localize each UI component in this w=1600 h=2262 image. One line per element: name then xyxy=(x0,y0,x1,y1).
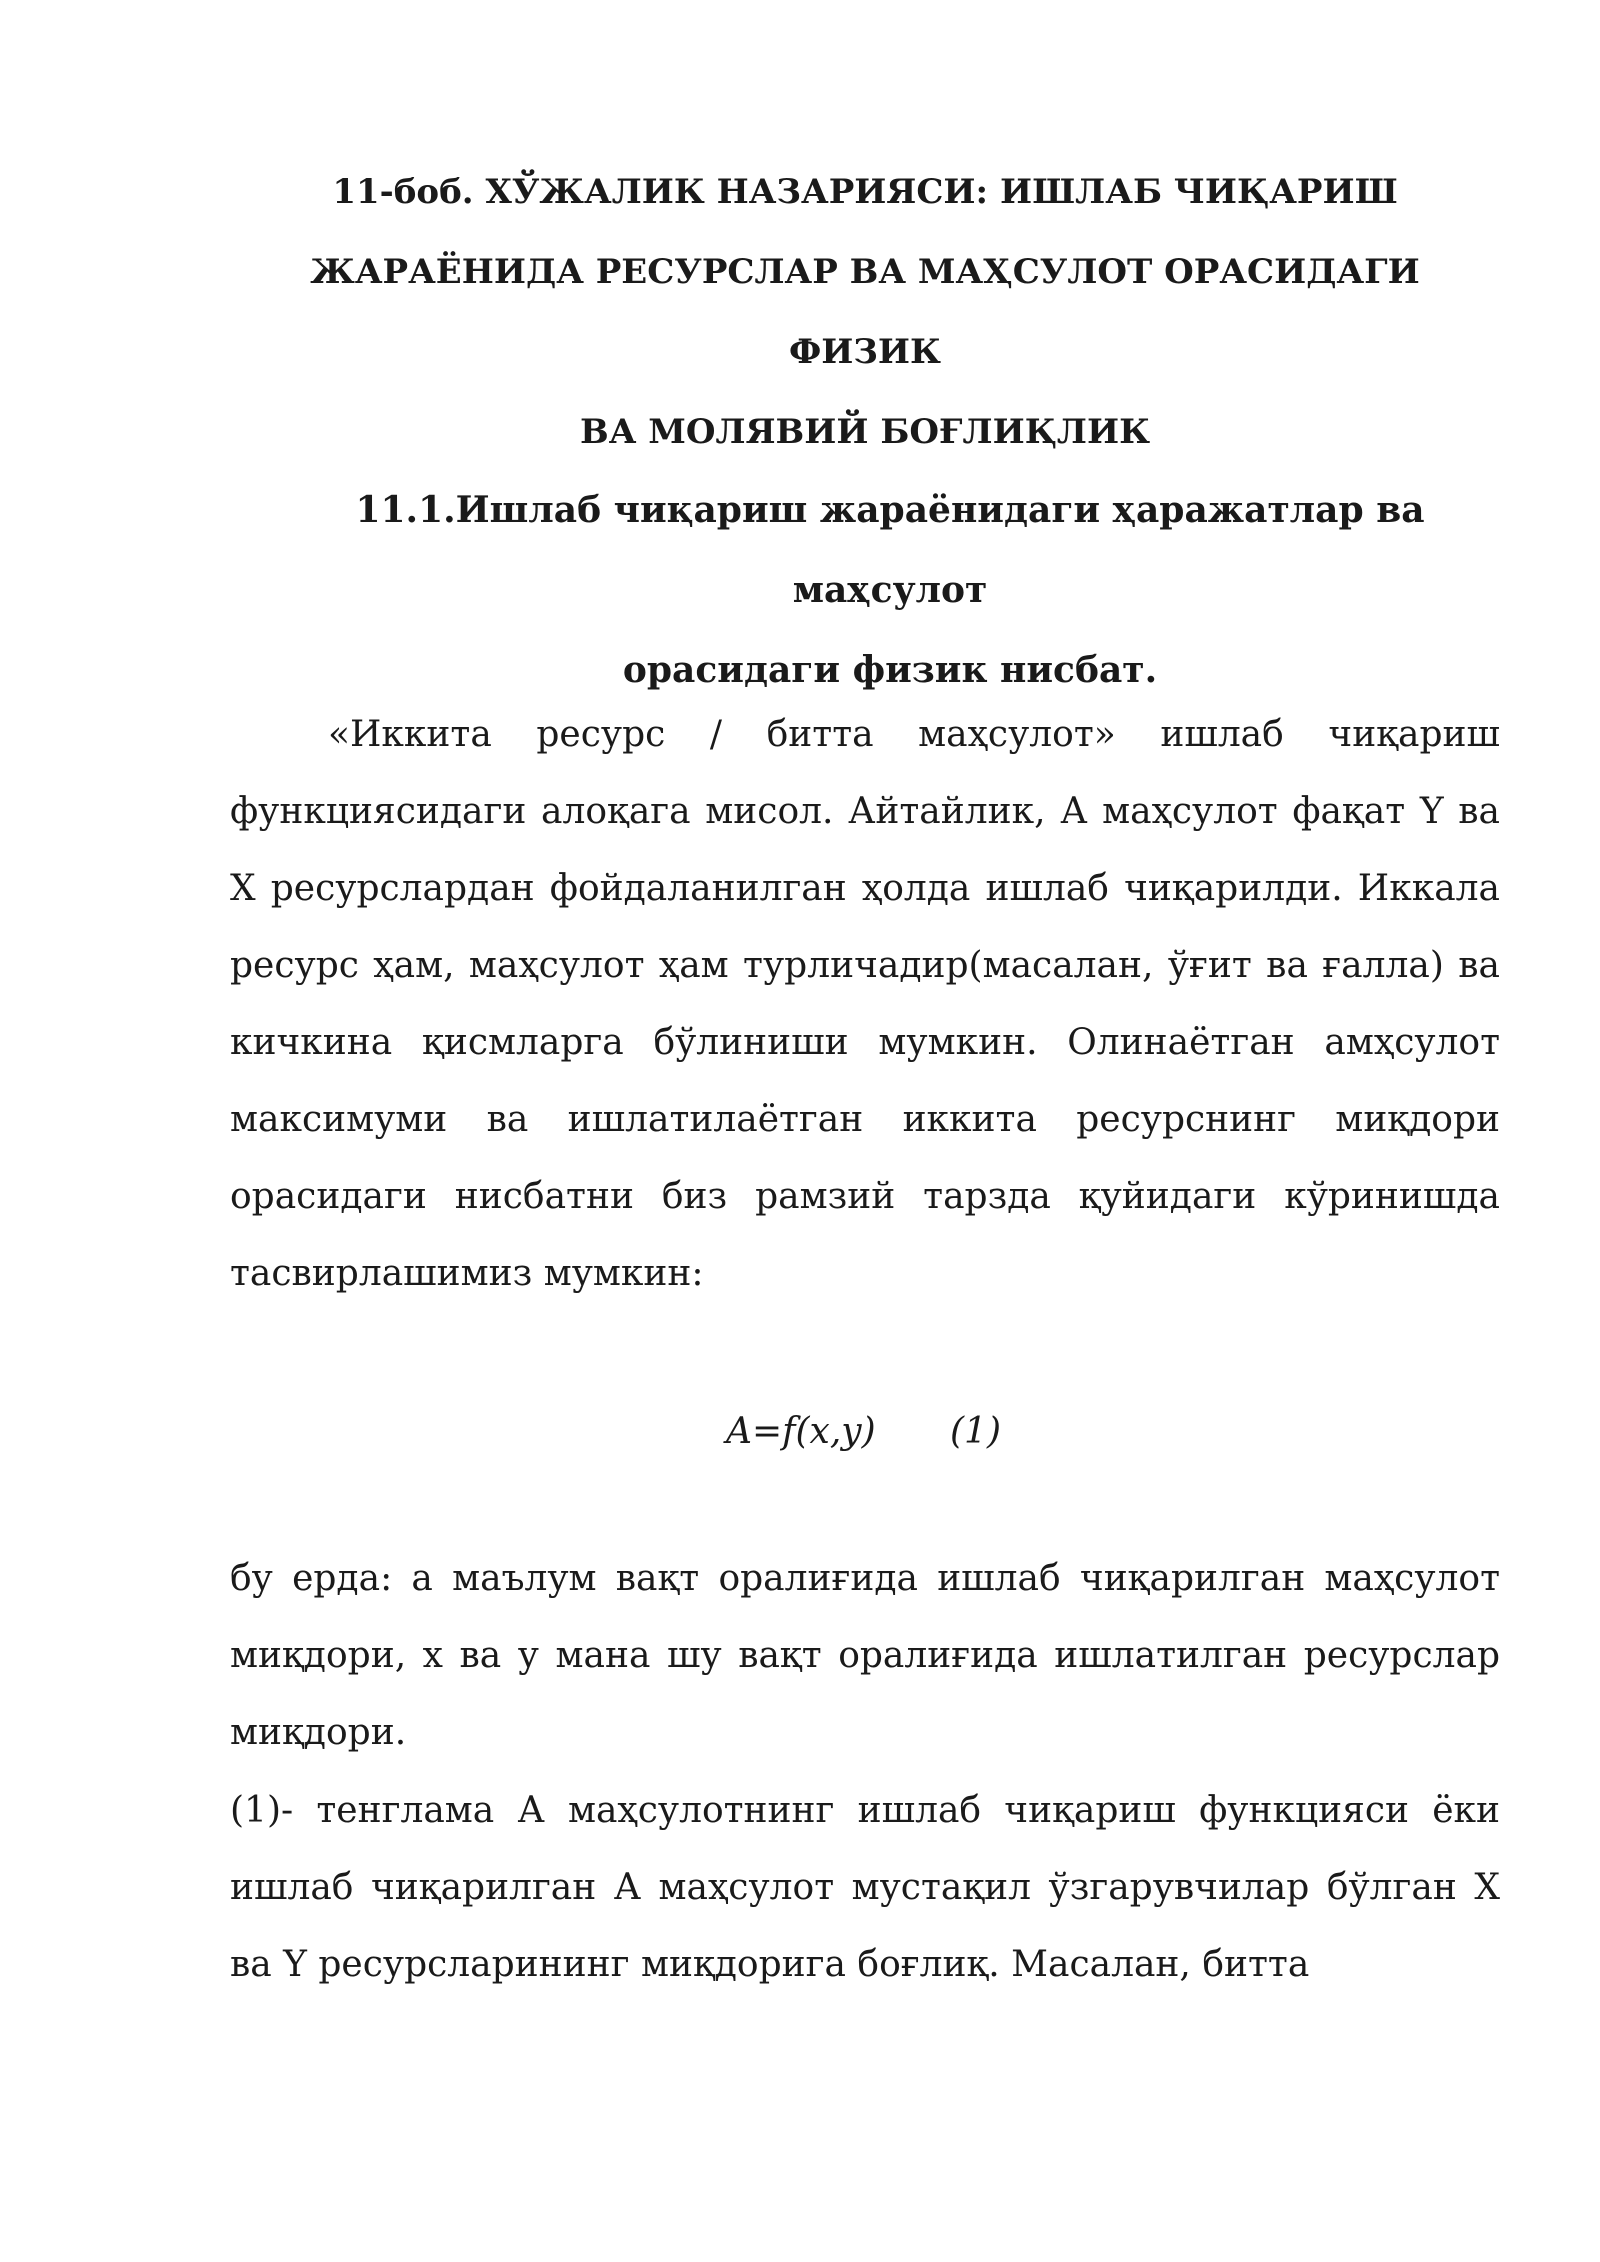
section-heading xyxy=(300,470,1480,710)
paragraph-definition: бу ерда: а маълум вақт оралиғида ишлаб чиқарилган маҳсулот миқдори, х ва у мана шу вақт оралиғида ишлатилган ресурслар миқдори. xyxy=(230,1558,1500,1753)
formula-number: (1) xyxy=(950,1411,1001,1452)
formula xyxy=(0,1392,1600,1472)
paragraph-intro: «Иккита ресурс / битта маҳсулот» ишлаб чиқариш функциясидаги алоқага мисол. Айтайлик, А маҳсулот фақат Y ва X ресурслардан фойдаланилган ҳолда ишлаб чиқарилди. Иккала ресурс ҳам, маҳсулот ҳам турличадир(масалан, ўғит ва ғалла) ва кичкина қисмларга бўлиниши мумкин. Олинаётган амҳсулот максимуми ва ишлатилаётган иккита ресурснинг миқдори орасидаги нисбатни биз рамзий тарзда қуйидаги кўринишда тасвирлашимиз мумкин: xyxy=(230,714,1500,1294)
chapter-title-line-2: ЖАРАЁНИДА РЕСУРСЛАР ВА МАҲСУЛОТ ОРАСИДАГИ ФИЗИК xyxy=(310,252,1420,372)
section-heading-line-2: орасидаги физик нисбат. xyxy=(622,649,1158,691)
chapter-title-line-3: ВА МОЛЯВИЙ БОҒЛИҚЛИК xyxy=(579,412,1151,452)
paragraph-explanation: (1)- тенглама А маҳсулотнинг ишлаб чиқариш функцияси ёки ишлаб чиқарилган А маҳсулот мустақил ўзгарувчилар бўлган Х ва Y ресурсларининг миқдорига боғлиқ. Масалан, битта xyxy=(230,1790,1500,1985)
chapter-title-line-1: 11-боб. ХЎЖАЛИК НАЗАРИЯСИ: ИШЛАБ ЧИҚАРИШ xyxy=(332,172,1398,212)
formula-expression: A=f(x,y) xyxy=(726,1411,876,1452)
chapter-title xyxy=(230,152,1500,472)
section-heading-line-1: 11.1.Ишлаб чиқариш жараёнидаги ҳаражатлар ва маҳсулот xyxy=(355,489,1425,611)
